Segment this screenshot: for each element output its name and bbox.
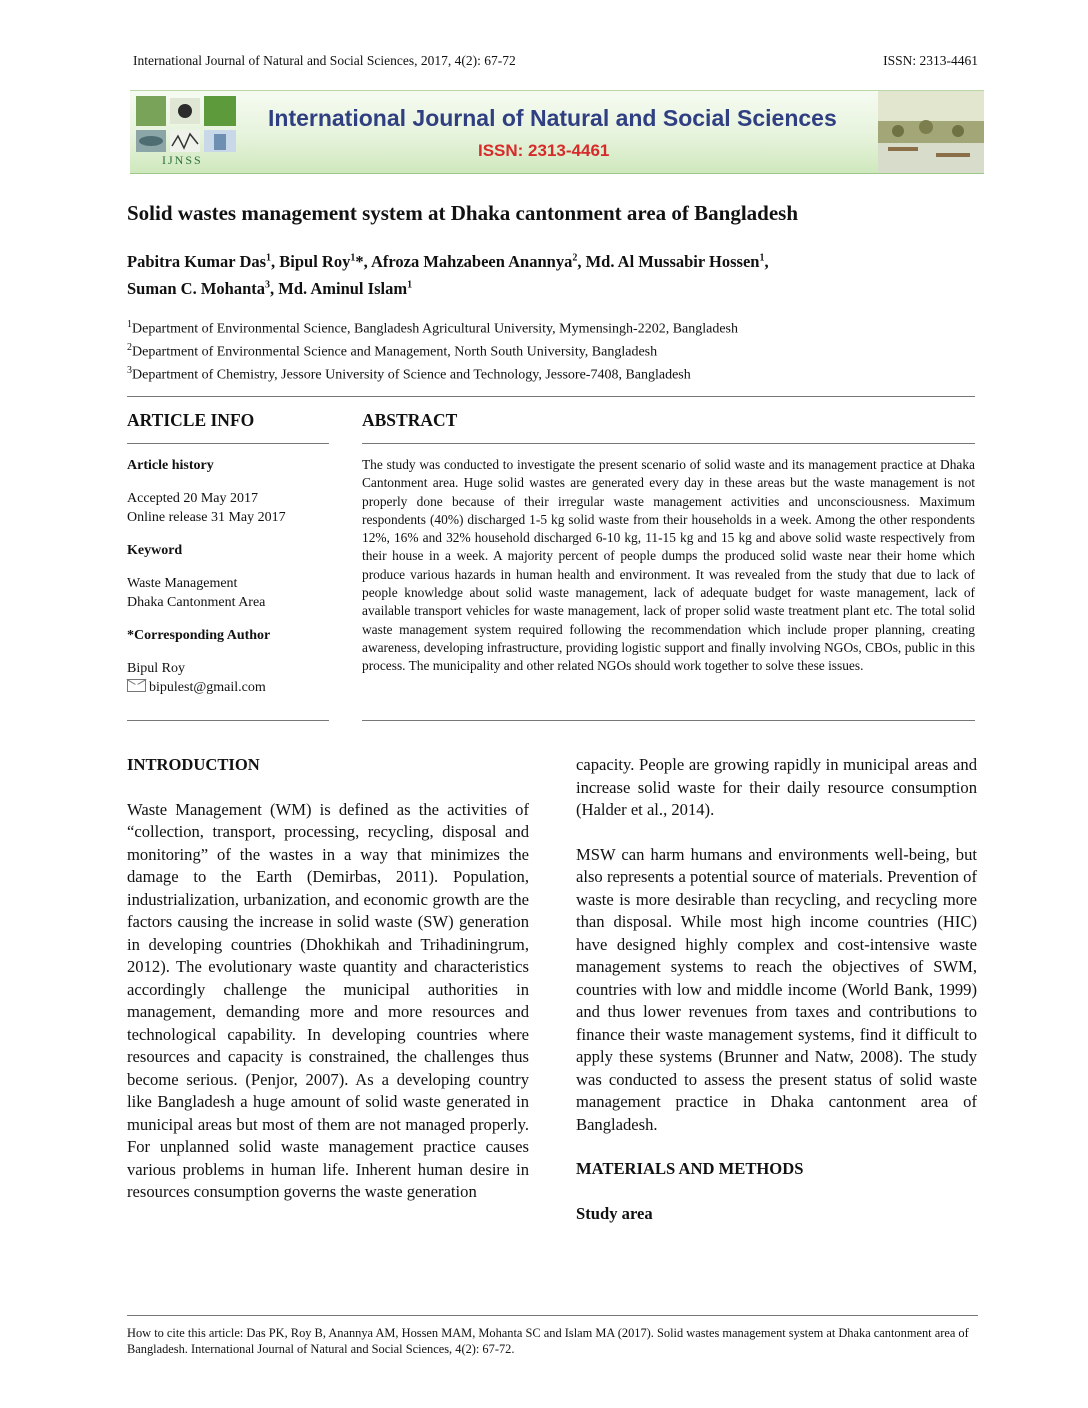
divider (127, 443, 329, 444)
intro-paragraph-continued: capacity. People are growing rapidly in municipal areas and increase solid waste for their daily resource consumption (Halder et al., 2014). (576, 755, 977, 819)
author: Pabitra Kumar Das$^1$, (127, 251, 280, 271)
accepted-date: Accepted 20 May 2017 (127, 491, 259, 506)
author: Suman C. Mohanta$^3$, (127, 279, 279, 298)
author: Md. Al Mussabir Hossen$^1$, (585, 251, 769, 271)
banner-journal-title: International Journal of Natural and Social Sciences (268, 105, 837, 131)
affiliation: $^1$Department of Environmental Science, Bangladesh Agricultural University, Mymensingh-2202, Bangladesh (127, 319, 739, 337)
journal-banner (130, 90, 984, 174)
article-info (127, 456, 327, 697)
keyword-label: Keyword (127, 543, 183, 558)
article-info-heading: ARTICLE INFO (127, 410, 255, 430)
abstract-text: The study was conducted to investigate the present scenario of solid waste and its management practice at Dhaka Cantonment area. Huge solid wastes are generated every day in these areas but the waste management is not properly done because of their irregular waste management activities and unconsciousness. Maximum respondents (40%) discharged 1-5 kg solid waste from their households in a week. Among the other respondents 12%, 16% and 32% household discharged 6-10 kg, 11-15 kg and 15 kg and above solid waste respectively from their house in a week. A majority percent of people dumps the produced solid waste near their home which produce various hazards in human health and environment. It was revealed from the study that due to lack of people knowledge about solid waste management, lack of adequate budget for waste management, lack of available transport vehicles for waste management, lack of proper solid waste treatment plant etc. The total solid waste management system required following the recommendation which include proper planning, creating awareness, developing infrastructure, providing logistic support and finally involving NGOs, CBOs, public in this process. The municipality and other related NGOs should work together to solve these issues. (362, 457, 975, 674)
banner-issn: ISSN: 2313-4461 (478, 141, 610, 160)
introduction-heading: INTRODUCTION (127, 755, 260, 774)
corresponding-author-label: *Corresponding Author (127, 628, 271, 643)
methods-heading: MATERIALS AND METHODS (576, 1159, 804, 1178)
divider (362, 443, 975, 444)
running-header-right: ISSN: 2313-4461 (883, 53, 978, 68)
divider (127, 396, 975, 397)
abstract-heading: ABSTRACT (362, 410, 458, 430)
logo-text: IJNSS (162, 153, 203, 167)
corresponding-author-name: Bipul Roy (127, 661, 185, 676)
affiliation: $^3$Department of Chemistry, Jessore University of Science and Technology, Jessore-7408, Bangladesh (127, 365, 691, 383)
intro-paragraph: MSW can harm humans and environments well-being, but also represents a potential source of materials. Prevention of waste is more desirable than recycling, and recycling more than disposal. While most high income countries (HIC) have designed highly complex and cost-intensive waste management systems to reach the objectives of SWM, countries with low and middle income (World Bank, 1999) and thus lower revenues from taxes and contributions to finance their waste management systems, find it difficult to apply these systems (Brunner and Natw, 2008). The study was conducted to assess the present status of solid waste management practice in Dhaka cantonment area of Bangladesh. (576, 844, 977, 1134)
divider (362, 720, 975, 721)
paper-title: Solid wastes management system at Dhaka cantonment area of Bangladesh (127, 201, 799, 225)
author-list (127, 246, 977, 301)
journal-logo (134, 94, 240, 168)
intro-paragraph: Waste Management (WM) is defined as the activities of “collection, transport, processing, recycling, disposal and monitoring” of the wastes in a way that minimizes the damage to the Earth (Demirbas, 2011). Population, industrialization, urbanization, and economic growth are the factors causing the increase in solid waste (SW) generation in developing countries (Dhokhikah and Trihadiningrum, 2012). The evolutionary waste quantity and characteristics accordingly challenge the municipal authorities in management, demanding more and more resources and technological capability. In developing countries where resources and capacity is constrained, the challenges thus become serious. (Penjor, 2007). As a developing country like Bangladesh a huge amount of solid waste generated in municipal areas but most of them are not managed properly. For unplanned solid waste management practice causes various problems in human life. Inherent human desire in resources consumption governs the waste generation (127, 799, 529, 1201)
keyword: Dhaka Cantonment Area (127, 595, 266, 610)
study-area-heading: Study area (576, 1203, 653, 1223)
running-header-left: International Journal of Natural and Social Sciences, 2017, 4(2): 67-72 (133, 53, 516, 68)
author: Afroza Mahzabeen Anannya$^2$, (370, 251, 586, 271)
online-release-date: Online release 31 May 2017 (127, 510, 286, 525)
keyword: Waste Management (127, 576, 238, 591)
author: Md. Aminul Islam$^1$ (278, 279, 413, 298)
river-scene-icon (878, 91, 984, 173)
email-line (127, 678, 327, 697)
footer-divider (127, 1315, 978, 1316)
author: Bipul Roy$^1$*, (279, 251, 371, 271)
divider (127, 720, 329, 721)
affiliation-list (127, 316, 738, 385)
email-link[interactable]: bipulest@gmail.com (149, 680, 266, 695)
article-history-label: Article history (127, 458, 214, 473)
banner-photo (878, 91, 984, 173)
citation-footer: How to cite this article: Das PK, Roy B, Anannya AM, Hossen MAM, Mohanta SC and Islam MA (2017). Solid wastes management system at Dhaka cantonment area of Bangladesh. International Journal of Natural and Social Sciences, 4(2): 67-72. (127, 1326, 969, 1356)
body-right-column (576, 754, 977, 1225)
envelope-icon (127, 679, 146, 692)
body-left-column (127, 754, 529, 1204)
affiliation: $^2$Department of Environmental Science and Management, North South University, Bangladesh (127, 342, 658, 360)
